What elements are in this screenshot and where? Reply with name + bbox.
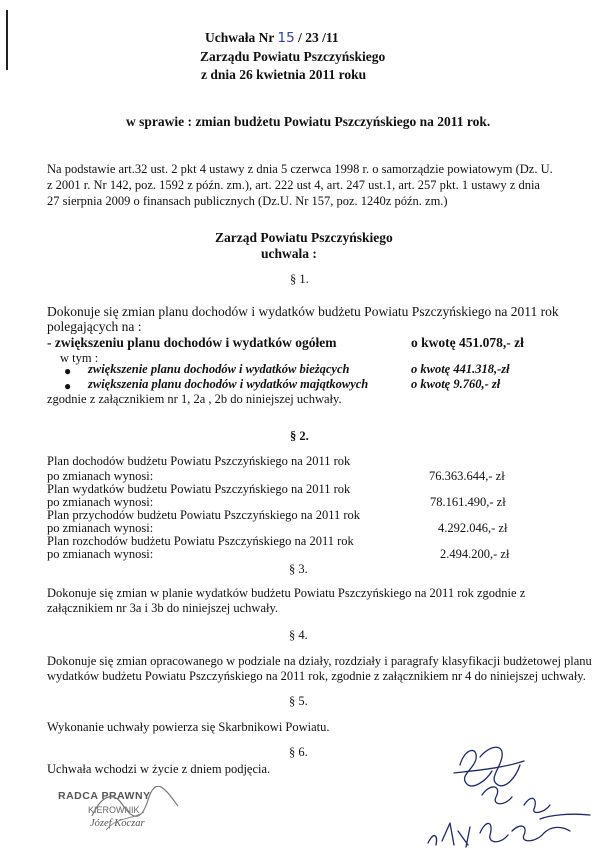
section-4-text: Dokonuje się zmian opracowanego w podziale na działy, rozdziały i paragrafy klasyfikacji budżetowej planu [47,654,592,668]
section-4-text: wydatków budżetu Powiatu Pszczyńskiego na 2011 rok, zgodnie z załącznikiem nr 4 do niniejszej uchwały. [47,669,586,683]
margin-mark [6,10,8,70]
capital-change-label: zwiększenia planu dochodów i wydatków majątkowych [88,377,369,391]
plan-row-label: Plan rozchodów budżetu Powiatu Pszczyńskiego na 2011 rok [47,534,354,548]
plan-row-label: Plan dochodów budżetu Powiatu Pszczyńskiego na 2011 rok [47,454,351,468]
resolution-title: Uchwała Nr 15 / 23 /11 [205,30,339,46]
plan-row-label: Plan przychodów budżetu Powiatu Pszczyńskiego na 2011 rok [47,508,361,522]
current-change-amount: o kwotę 441.318,-zł [411,362,510,376]
section-1-closing: zgodnie z załącznikiem nr 1, 2a , 2b do niniejszej uchwały. [47,392,342,406]
total-change-amount: o kwotę 451.078,- zł [411,335,524,350]
plan-row-label: po zmianach wynosi: [47,521,154,535]
section-2-heading: § 2. [290,429,309,443]
plan-row-label: po zmianach wynosi: [47,469,154,483]
section-4-heading: § 4. [289,628,308,642]
legal-advisor-stamp [58,790,188,846]
section-6-heading: § 6. [289,745,308,759]
subject-line: w sprawie : zmian budżetu Powiatu Pszczyńskiego na 2011 rok. [126,114,491,129]
capital-change-amount: o kwotę 9.760,- zł [411,377,501,391]
section-5-heading: § 5. [289,694,308,708]
stamp-title: RADCA PRAWNY [58,790,151,802]
plan-row-label: po zmianach wynosi: [47,495,154,509]
section-5-text: Wykonanie uchwały powierza się Skarbnikowi Powiatu. [47,720,330,734]
plan-row-amount: 76.363.644,- zł [429,469,505,483]
plan-row-amount: 78.161.490,- zł [430,495,506,509]
section-1-intro: Dokonuje się zmian planu dochodów i wydatków budżetu Powiatu Pszczyńskiego na 2011 rok [47,304,559,319]
stamp-name: Józef Koczar [90,818,145,829]
plan-row-label: po zmianach wynosi: [47,547,154,561]
in-that-label: w tym : [60,351,99,365]
plan-row-amount: 4.292.046,- zł [438,521,508,535]
legal-basis-line: Na podstawie art.32 ust. 2 pkt 4 ustawy z dnia 5 czerwca 1998 r. o samorządzie powiatowym (Dz. U. [47,162,553,176]
section-3-text: Dokonuje się zmian w planie wydatków budżetu Powiatu Pszczyńskiego na 2011 rok zgodnie z [47,586,526,600]
board-name: Zarząd Powiatu Pszczyńskiego [215,230,393,245]
bullet-icon: ● [64,364,72,378]
section-1-intro: polegających na : [47,319,142,334]
issuer: Zarządu Powiatu Pszczyńskiego [200,49,386,64]
current-change-label: zwiększenie planu dochodów i wydatków bieżących [88,362,350,376]
section-6-text: Uchwała wchodzi w życie z dniem podjęcia. [47,762,271,776]
legal-basis-line: 27 sierpnia 2009 o finansach publicznych (Dz.U. Nr 157, poz. 1240z późn. zm.) [47,194,448,208]
stamp-role: KIEROWNIK [88,805,140,815]
board-signatures [420,735,600,850]
plan-row-amount: 2.494.200,- zł [440,547,510,561]
handwritten-number: 15 [277,30,295,46]
total-change-label: - zwiększeniu planu dochodów i wydatków ogółem [47,335,337,350]
plan-row-label: Plan wydatków budżetu Powiatu Pszczyńskiego na 2011 rok [47,482,351,496]
resolves-word: uchwala : [261,246,317,261]
legal-basis-line: z 2001 r. Nr 142, poz. 1592 z późn. zm.), art. 222 ust 4, art. 247 ust.1, art. 257 pkt. 1 ustawy z dnia [47,178,540,192]
section-3-text: załącznikiem nr 3a i 3b do niniejszej uchwały. [47,601,279,615]
section-3-heading: § 3. [289,562,308,576]
date-line: z dnia 26 kwietnia 2011 roku [201,67,367,82]
section-1-heading: § 1. [290,272,309,286]
bullet-icon: ● [64,379,72,393]
stamp-signature-scribble [88,786,183,836]
